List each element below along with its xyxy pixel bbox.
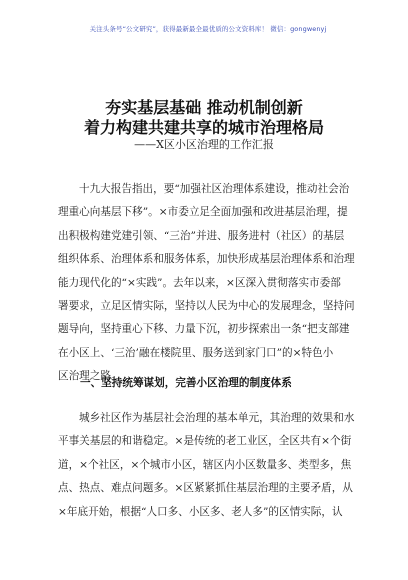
paragraph-line: 组织体系、治理体系和服务体系，加快形成基层治理体系和治理 (58, 253, 355, 266)
section-heading-1: 一、坚持统筹谋划，完善小区治理的制度体系 (80, 377, 292, 389)
document-subtitle: ——X区小区治理的工作汇报 (134, 138, 274, 151)
paragraph-1 (58, 178, 358, 389)
paragraph-line: 理重心向基层下移”。×市委立足全面加强和改进基层治理，提 (58, 206, 348, 219)
paragraph-line: 在小区上、‘三治’融在楼院里、服务送到家门口”的×特色小 (58, 346, 334, 359)
paragraph-line: 平事关基层的和谐稳定。×是传统的老工业区，全区共有×个街 (58, 435, 352, 448)
paragraph-line: 出积极构建党建引领、“三治”并进、服务进村（社区）的基层 (58, 229, 345, 242)
paragraph-line: 道，×个社区，×个城市小区，辖区内小区数量多、类型多，焦 (58, 458, 352, 471)
paragraph-line: 题导向，坚持重心下移、力量下沉，初步探索出一条“把支部建 (58, 323, 350, 336)
paragraph-2 (58, 407, 358, 524)
paragraph-line: 点、热点、难点问题多。×区紧紧抓住基层治理的主要矛盾，从 (58, 482, 353, 495)
paragraph-line: 能力现代化的“×实践”。去年以来，×区深入贯彻落实市委部 (58, 276, 341, 289)
paragraph-line: 署要求，立足区情实际，坚持以人民为中心的发展理念，坚持问 (58, 299, 355, 312)
document-title-line2: 着力构建共建共享的城市治理格局 (83, 118, 324, 137)
paragraph-line: 十九大报告指出，要“加强社区治理体系建设，推动社会治 (79, 183, 350, 195)
document-title-line1: 夯实基层基础 推动机制创新 (105, 98, 303, 117)
paragraph-line: 区治理之路。 (58, 370, 122, 383)
paragraph-line: 城乡社区作为基层社会治理的基本单元，其治理的效果和水 (79, 412, 355, 424)
paragraph-line: ×年底开始，根据“人口多、小区多、老人多”的区情实际，认 (58, 505, 343, 518)
header-banner: 关注头条号“公文研究”，获得最新最全最优质的公文资料库！ 微信：gongwenyj (89, 25, 327, 33)
